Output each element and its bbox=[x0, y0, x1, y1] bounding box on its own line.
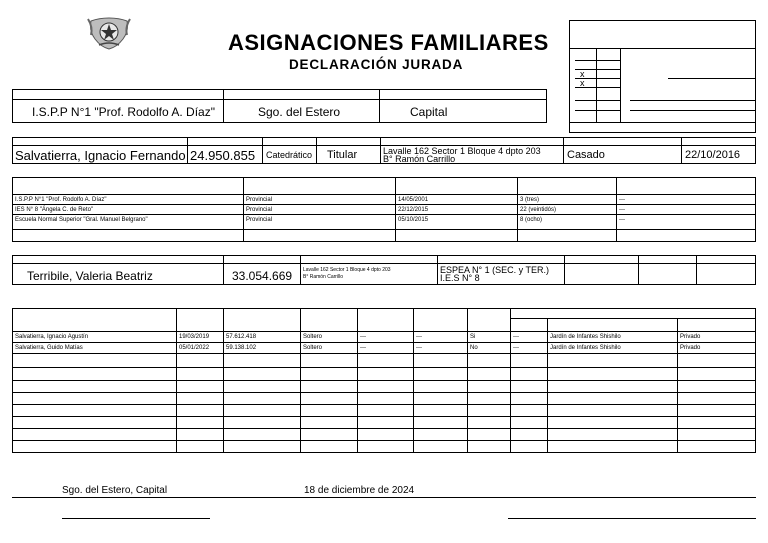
job-hours: 3 (tres) bbox=[520, 197, 540, 203]
job-institution: IES N° 8 "Ángela C. de Reto" bbox=[15, 207, 94, 213]
job-jurisdiction: Provincial bbox=[246, 207, 273, 213]
job-institution: I.S.P.P N°1 "Prof. Rodolfo A. Díaz" bbox=[15, 197, 107, 203]
spouse-workplace-1: ESPEA N° 1 (SEC. y TER.) bbox=[440, 265, 549, 275]
coat-of-arms-icon bbox=[85, 15, 133, 51]
child-c8: --- bbox=[513, 334, 519, 340]
signature-line-left bbox=[62, 518, 210, 519]
office-use-box bbox=[569, 20, 756, 133]
job-extra: --- bbox=[619, 217, 625, 223]
child-name: Salvatierra, Guido Matías bbox=[15, 345, 83, 351]
job-date: 14/05/2001 bbox=[398, 197, 429, 203]
child-civil: Soltero bbox=[303, 345, 323, 351]
signature-line-right bbox=[508, 518, 756, 519]
child-birth: 19/03/2019 bbox=[179, 334, 210, 340]
spouse-address-2: B° Ramón Carrillo bbox=[303, 274, 344, 280]
child-school: Jardín de Infantes Shishilo bbox=[550, 334, 621, 340]
child-school: Jardín de Infantes Shishilo bbox=[550, 345, 621, 351]
child-school-type: Privado bbox=[680, 345, 701, 351]
child-dni: 59.138.102 bbox=[226, 345, 257, 351]
employee-status: Titular bbox=[327, 149, 358, 161]
employee-dni: 24.950.855 bbox=[190, 148, 256, 163]
child-c6: --- bbox=[416, 345, 422, 351]
footer-date: 18 de diciembre de 2024 bbox=[304, 485, 415, 496]
child-name: Salvatierra, Ignacio Agustín bbox=[15, 334, 89, 340]
checkmark-1: x bbox=[580, 69, 585, 79]
spouse-workplace-2: I.E.S N° 8 bbox=[440, 273, 480, 283]
child-c7: Si bbox=[470, 334, 476, 340]
job-institution: Escuela Normal Superior "Gral. Manuel Belgrano" bbox=[15, 217, 148, 223]
employee-address-1: Lavalle 162 Sector 1 Bloque 4 dpto 203 bbox=[383, 146, 541, 156]
employer-city: Sgo. del Estero bbox=[258, 105, 341, 119]
job-hours: 8 (ocho) bbox=[520, 217, 543, 223]
child-c5: --- bbox=[360, 345, 366, 351]
employee-role: Catedrático bbox=[266, 150, 313, 160]
employee-civil-status: Casado bbox=[567, 149, 605, 161]
job-hours: 22 (veintidós) bbox=[520, 207, 557, 213]
spouse-name: Terribile, Valeria Beatriz bbox=[27, 269, 153, 283]
document-title: ASIGNACIONES FAMILIARES bbox=[228, 30, 549, 55]
employee-date: 22/10/2016 bbox=[685, 149, 741, 161]
spouse-address-1: Lavalle 162 Sector 1 Bloque 4 dpto 203 bbox=[303, 267, 391, 273]
child-c6: --- bbox=[416, 334, 422, 340]
child-birth: 05/01/2022 bbox=[179, 345, 210, 351]
job-date: 05/10/2015 bbox=[398, 217, 429, 223]
child-c5: --- bbox=[360, 334, 366, 340]
child-dni: 57.612.418 bbox=[226, 334, 257, 340]
jobs-table bbox=[12, 177, 756, 242]
job-extra: --- bbox=[619, 197, 625, 203]
job-jurisdiction: Provincial bbox=[246, 197, 273, 203]
job-date: 22/12/2015 bbox=[398, 207, 429, 213]
child-civil: Soltero bbox=[303, 334, 323, 340]
employer-institution: I.S.P.P N°1 "Prof. Rodolfo A. Díaz" bbox=[32, 105, 215, 119]
employer-department: Capital bbox=[410, 105, 448, 119]
document-subtitle: DECLARACIÓN JURADA bbox=[289, 57, 464, 72]
job-extra: --- bbox=[619, 207, 625, 213]
employee-address-2: B° Ramón Carrillo bbox=[383, 154, 456, 164]
child-c7: No bbox=[470, 345, 478, 351]
footer-line bbox=[12, 497, 756, 498]
checkmark-2: x bbox=[580, 78, 585, 88]
job-jurisdiction: Provincial bbox=[246, 217, 273, 223]
footer-place: Sgo. del Estero, Capital bbox=[62, 485, 168, 496]
child-school-type: Privado bbox=[680, 334, 701, 340]
spouse-dni: 33.054.669 bbox=[232, 269, 293, 283]
employee-name: Salvatierra, Ignacio Fernando bbox=[15, 148, 186, 163]
child-c8: --- bbox=[513, 345, 519, 351]
